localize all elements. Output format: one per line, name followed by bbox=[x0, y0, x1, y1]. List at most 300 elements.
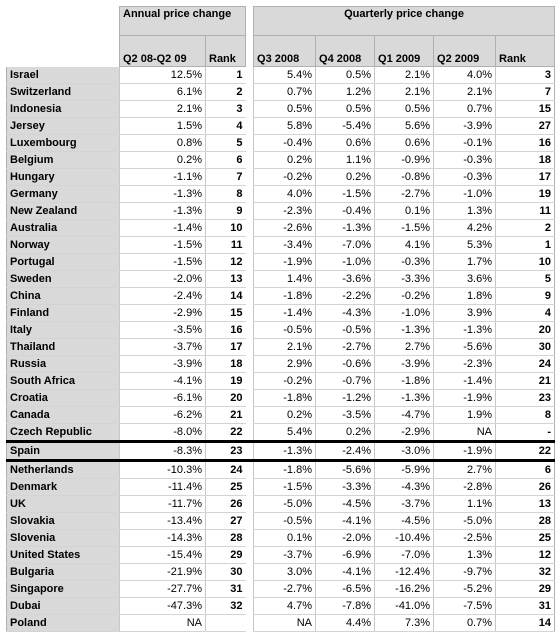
column-gap bbox=[246, 254, 254, 271]
table-row bbox=[7, 169, 555, 186]
annual-change-cell: 1.5% bbox=[120, 118, 206, 135]
column-gap bbox=[246, 186, 254, 203]
annual-change-cell: -47.3% bbox=[120, 598, 206, 615]
header-blank bbox=[7, 7, 120, 36]
annual-rank-cell: 20 bbox=[206, 390, 246, 407]
table-row bbox=[7, 305, 555, 322]
table-row bbox=[7, 220, 555, 237]
header-blank bbox=[7, 36, 120, 67]
quarterly-rank-cell: 23 bbox=[496, 390, 555, 407]
q4-2008-cell: -1.0% bbox=[316, 254, 375, 271]
q3-2008-cell: -1.8% bbox=[254, 461, 316, 479]
q3-2008-cell: -0.2% bbox=[254, 373, 316, 390]
country-cell: Singapore bbox=[7, 581, 120, 598]
annual-change-cell: -1.5% bbox=[120, 254, 206, 271]
q3-2008-cell: -0.5% bbox=[254, 322, 316, 339]
country-cell: Belgium bbox=[7, 152, 120, 169]
annual-change-cell: -1.3% bbox=[120, 203, 206, 220]
annual-change-cell: -11.4% bbox=[120, 479, 206, 496]
q1-2009-cell: -1.5% bbox=[375, 220, 434, 237]
q4-2008-header: Q4 2008 bbox=[316, 36, 375, 67]
table-row bbox=[7, 84, 555, 101]
q3-2008-cell: -3.4% bbox=[254, 237, 316, 254]
column-gap bbox=[246, 135, 254, 152]
q1-2009-cell: -1.3% bbox=[375, 322, 434, 339]
q3-2008-cell: -0.4% bbox=[254, 135, 316, 152]
q1-2009-cell: -0.2% bbox=[375, 288, 434, 305]
annual-change-cell: -8.0% bbox=[120, 424, 206, 442]
column-gap bbox=[246, 237, 254, 254]
q3-2008-cell: -1.8% bbox=[254, 288, 316, 305]
annual-change-cell: -2.0% bbox=[120, 271, 206, 288]
q4-2008-cell: -0.5% bbox=[316, 322, 375, 339]
q2-2009-cell: -5.0% bbox=[434, 513, 496, 530]
q2-2009-cell: 1.7% bbox=[434, 254, 496, 271]
table-row bbox=[7, 254, 555, 271]
country-cell: Denmark bbox=[7, 479, 120, 496]
q2-2009-cell: -0.3% bbox=[434, 152, 496, 169]
column-gap bbox=[246, 152, 254, 169]
q2-2009-cell: -1.4% bbox=[434, 373, 496, 390]
q4-2008-cell: -2.2% bbox=[316, 288, 375, 305]
q4-2008-cell: 0.2% bbox=[316, 424, 375, 442]
quarterly-rank-cell: 9 bbox=[496, 288, 555, 305]
q1-2009-cell: 2.1% bbox=[375, 67, 434, 84]
q3-2008-cell: -1.9% bbox=[254, 254, 316, 271]
annual-period-header: Q2 08-Q2 09 bbox=[120, 36, 206, 67]
quarterly-rank-cell: 28 bbox=[496, 513, 555, 530]
annual-change-cell: -1.5% bbox=[120, 237, 206, 254]
table-row bbox=[7, 152, 555, 169]
q3-2008-cell: 2.9% bbox=[254, 356, 316, 373]
country-cell: Netherlands bbox=[7, 461, 120, 479]
annual-rank-cell: 3 bbox=[206, 101, 246, 118]
quarterly-rank-cell: 5 bbox=[496, 271, 555, 288]
q1-2009-cell: -7.0% bbox=[375, 547, 434, 564]
annual-rank-cell: 26 bbox=[206, 496, 246, 513]
annual-rank-cell: 28 bbox=[206, 530, 246, 547]
q4-2008-cell: -0.6% bbox=[316, 356, 375, 373]
annual-rank-cell: 13 bbox=[206, 271, 246, 288]
annual-change-cell: -14.3% bbox=[120, 530, 206, 547]
column-gap bbox=[246, 615, 254, 632]
annual-change-cell: 0.8% bbox=[120, 135, 206, 152]
q2-2009-header: Q2 2009 bbox=[434, 36, 496, 67]
q1-2009-cell: -0.9% bbox=[375, 152, 434, 169]
table-row bbox=[7, 339, 555, 356]
quarterly-rank-cell: 6 bbox=[496, 461, 555, 479]
annual-rank-cell: 5 bbox=[206, 135, 246, 152]
q1-2009-cell: -1.3% bbox=[375, 390, 434, 407]
q3-2008-cell: 4.7% bbox=[254, 598, 316, 615]
q1-2009-cell: -0.3% bbox=[375, 254, 434, 271]
annual-change-cell: -21.9% bbox=[120, 564, 206, 581]
annual-change-cell: 6.1% bbox=[120, 84, 206, 101]
column-gap bbox=[246, 479, 254, 496]
country-cell: Dubai bbox=[7, 598, 120, 615]
annual-change-cell: -10.3% bbox=[120, 461, 206, 479]
table-row bbox=[7, 442, 555, 461]
table-row bbox=[7, 479, 555, 496]
header-column-row bbox=[7, 36, 555, 67]
annual-rank-cell bbox=[206, 615, 246, 632]
q3-2008-cell: 0.2% bbox=[254, 407, 316, 424]
q2-2009-cell: -1.0% bbox=[434, 186, 496, 203]
q2-2009-cell: NA bbox=[434, 424, 496, 442]
annual-change-cell: -2.4% bbox=[120, 288, 206, 305]
table-row bbox=[7, 615, 555, 632]
column-gap bbox=[246, 169, 254, 186]
column-gap bbox=[246, 203, 254, 220]
q4-2008-cell: -1.5% bbox=[316, 186, 375, 203]
country-cell: United States bbox=[7, 547, 120, 564]
q1-2009-cell: 0.1% bbox=[375, 203, 434, 220]
annual-rank-cell: 8 bbox=[206, 186, 246, 203]
column-gap bbox=[246, 84, 254, 101]
column-gap bbox=[246, 67, 254, 84]
country-cell: Luxembourg bbox=[7, 135, 120, 152]
q1-2009-cell: 2.7% bbox=[375, 339, 434, 356]
annual-change-cell: -13.4% bbox=[120, 513, 206, 530]
house-price-table bbox=[6, 6, 555, 632]
country-cell: Poland bbox=[7, 615, 120, 632]
q4-2008-cell: -5.4% bbox=[316, 118, 375, 135]
q3-2008-header: Q3 2008 bbox=[254, 36, 316, 67]
country-cell: Finland bbox=[7, 305, 120, 322]
country-cell: Russia bbox=[7, 356, 120, 373]
q1-2009-cell: -3.9% bbox=[375, 356, 434, 373]
annual-rank-cell: 4 bbox=[206, 118, 246, 135]
q3-2008-cell: 0.7% bbox=[254, 84, 316, 101]
annual-change-cell: -8.3% bbox=[120, 442, 206, 461]
q2-2009-cell: 3.9% bbox=[434, 305, 496, 322]
quarterly-rank-cell: 17 bbox=[496, 169, 555, 186]
q3-2008-cell: 4.0% bbox=[254, 186, 316, 203]
country-cell: Czech Republic bbox=[7, 424, 120, 442]
country-cell: Thailand bbox=[7, 339, 120, 356]
annual-change-cell: -1.1% bbox=[120, 169, 206, 186]
table-row bbox=[7, 186, 555, 203]
q1-2009-cell: -10.4% bbox=[375, 530, 434, 547]
annual-rank-cell: 27 bbox=[206, 513, 246, 530]
q4-2008-cell: 0.6% bbox=[316, 135, 375, 152]
q3-2008-cell: -1.3% bbox=[254, 442, 316, 461]
q4-2008-cell: -4.1% bbox=[316, 564, 375, 581]
header-group-row bbox=[7, 7, 555, 36]
annual-change-cell: 12.5% bbox=[120, 67, 206, 84]
annual-change-cell: -1.4% bbox=[120, 220, 206, 237]
country-cell: Jersey bbox=[7, 118, 120, 135]
q1-2009-cell: -3.0% bbox=[375, 442, 434, 461]
table-row bbox=[7, 407, 555, 424]
column-gap bbox=[246, 442, 254, 461]
column-gap bbox=[246, 407, 254, 424]
q1-2009-cell: -12.4% bbox=[375, 564, 434, 581]
annual-change-cell: -1.3% bbox=[120, 186, 206, 203]
country-cell: Slovakia bbox=[7, 513, 120, 530]
q1-2009-cell: -4.3% bbox=[375, 479, 434, 496]
annual-change-cell: 2.1% bbox=[120, 101, 206, 118]
country-cell: Germany bbox=[7, 186, 120, 203]
quarterly-group-header: Quarterly price change bbox=[254, 7, 555, 36]
q2-2009-cell: -2.8% bbox=[434, 479, 496, 496]
q3-2008-cell: -0.2% bbox=[254, 169, 316, 186]
quarterly-rank-cell: 29 bbox=[496, 581, 555, 598]
q3-2008-cell: -2.3% bbox=[254, 203, 316, 220]
q1-2009-cell: 2.1% bbox=[375, 84, 434, 101]
table-row bbox=[7, 237, 555, 254]
column-gap bbox=[246, 530, 254, 547]
q3-2008-cell: -0.5% bbox=[254, 513, 316, 530]
column-gap bbox=[246, 339, 254, 356]
annual-rank-cell: 12 bbox=[206, 254, 246, 271]
q4-2008-cell: 0.2% bbox=[316, 169, 375, 186]
q2-2009-cell: -3.9% bbox=[434, 118, 496, 135]
country-cell: New Zealand bbox=[7, 203, 120, 220]
q3-2008-cell: -1.4% bbox=[254, 305, 316, 322]
column-gap bbox=[246, 220, 254, 237]
q4-2008-cell: -4.3% bbox=[316, 305, 375, 322]
q2-2009-cell: 1.3% bbox=[434, 547, 496, 564]
q1-2009-cell: 0.6% bbox=[375, 135, 434, 152]
annual-rank-cell: 17 bbox=[206, 339, 246, 356]
column-gap bbox=[246, 7, 254, 36]
q3-2008-cell: 0.1% bbox=[254, 530, 316, 547]
annual-rank-cell: 22 bbox=[206, 424, 246, 442]
q4-2008-cell: -4.5% bbox=[316, 496, 375, 513]
annual-change-cell: NA bbox=[120, 615, 206, 632]
q1-2009-cell: -0.8% bbox=[375, 169, 434, 186]
table-row bbox=[7, 581, 555, 598]
q3-2008-cell: NA bbox=[254, 615, 316, 632]
annual-rank-cell: 31 bbox=[206, 581, 246, 598]
q1-2009-cell: -41.0% bbox=[375, 598, 434, 615]
column-gap bbox=[246, 288, 254, 305]
country-cell: Hungary bbox=[7, 169, 120, 186]
table-body bbox=[7, 67, 555, 632]
q3-2008-cell: -2.6% bbox=[254, 220, 316, 237]
q1-2009-cell: 0.5% bbox=[375, 101, 434, 118]
q1-2009-cell: 5.6% bbox=[375, 118, 434, 135]
q3-2008-cell: 5.4% bbox=[254, 67, 316, 84]
q4-2008-cell: -3.6% bbox=[316, 271, 375, 288]
table-row bbox=[7, 118, 555, 135]
q3-2008-cell: 1.4% bbox=[254, 271, 316, 288]
quarterly-rank-cell: 13 bbox=[496, 496, 555, 513]
annual-rank-cell: 10 bbox=[206, 220, 246, 237]
annual-rank-cell: 23 bbox=[206, 442, 246, 461]
q2-2009-cell: -1.9% bbox=[434, 442, 496, 461]
annual-change-cell: -6.1% bbox=[120, 390, 206, 407]
annual-rank-header: Rank bbox=[206, 36, 246, 67]
quarterly-rank-cell: 12 bbox=[496, 547, 555, 564]
q2-2009-cell: -0.3% bbox=[434, 169, 496, 186]
q4-2008-cell: -3.3% bbox=[316, 479, 375, 496]
table-row bbox=[7, 513, 555, 530]
q4-2008-cell: -2.7% bbox=[316, 339, 375, 356]
q1-2009-cell: -1.0% bbox=[375, 305, 434, 322]
q4-2008-cell: -7.8% bbox=[316, 598, 375, 615]
table-row bbox=[7, 390, 555, 407]
annual-rank-cell: 18 bbox=[206, 356, 246, 373]
q2-2009-cell: 1.9% bbox=[434, 407, 496, 424]
column-gap bbox=[246, 305, 254, 322]
annual-change-cell: -3.7% bbox=[120, 339, 206, 356]
q4-2008-cell: -6.9% bbox=[316, 547, 375, 564]
annual-change-cell: -11.7% bbox=[120, 496, 206, 513]
q4-2008-cell: 0.5% bbox=[316, 67, 375, 84]
quarterly-rank-cell: 2 bbox=[496, 220, 555, 237]
column-gap bbox=[246, 356, 254, 373]
country-cell: Australia bbox=[7, 220, 120, 237]
quarterly-rank-cell: 27 bbox=[496, 118, 555, 135]
q3-2008-cell: -3.7% bbox=[254, 547, 316, 564]
annual-rank-cell: 21 bbox=[206, 407, 246, 424]
quarterly-rank-cell: 26 bbox=[496, 479, 555, 496]
annual-rank-cell: 2 bbox=[206, 84, 246, 101]
quarterly-rank-cell: 22 bbox=[496, 442, 555, 461]
annual-change-cell: -6.2% bbox=[120, 407, 206, 424]
table-row bbox=[7, 373, 555, 390]
table-row bbox=[7, 101, 555, 118]
q4-2008-cell: -0.4% bbox=[316, 203, 375, 220]
q1-2009-cell: -4.7% bbox=[375, 407, 434, 424]
quarterly-rank-cell: 30 bbox=[496, 339, 555, 356]
q3-2008-cell: 3.0% bbox=[254, 564, 316, 581]
q3-2008-cell: 0.5% bbox=[254, 101, 316, 118]
q2-2009-cell: 4.2% bbox=[434, 220, 496, 237]
quarterly-rank-cell: 7 bbox=[496, 84, 555, 101]
q2-2009-cell: -1.9% bbox=[434, 390, 496, 407]
q2-2009-cell: 1.1% bbox=[434, 496, 496, 513]
q2-2009-cell: -7.5% bbox=[434, 598, 496, 615]
annual-rank-cell: 19 bbox=[206, 373, 246, 390]
annual-rank-cell: 25 bbox=[206, 479, 246, 496]
q2-2009-cell: -2.3% bbox=[434, 356, 496, 373]
table-row bbox=[7, 356, 555, 373]
country-cell: South Africa bbox=[7, 373, 120, 390]
q4-2008-cell: -1.2% bbox=[316, 390, 375, 407]
q1-2009-cell: 4.1% bbox=[375, 237, 434, 254]
quarterly-rank-cell: 14 bbox=[496, 615, 555, 632]
country-cell: Norway bbox=[7, 237, 120, 254]
q4-2008-cell: -3.5% bbox=[316, 407, 375, 424]
quarterly-rank-cell: 16 bbox=[496, 135, 555, 152]
column-gap bbox=[246, 581, 254, 598]
quarterly-rank-cell: 10 bbox=[496, 254, 555, 271]
country-cell: Croatia bbox=[7, 390, 120, 407]
column-gap bbox=[246, 322, 254, 339]
q2-2009-cell: 2.7% bbox=[434, 461, 496, 479]
q1-2009-cell: 7.3% bbox=[375, 615, 434, 632]
annual-change-cell: -3.9% bbox=[120, 356, 206, 373]
column-gap bbox=[246, 513, 254, 530]
annual-rank-cell: 6 bbox=[206, 152, 246, 169]
q3-2008-cell: 5.4% bbox=[254, 424, 316, 442]
annual-rank-cell: 11 bbox=[206, 237, 246, 254]
q2-2009-cell: 0.7% bbox=[434, 615, 496, 632]
table-row bbox=[7, 530, 555, 547]
country-cell: Canada bbox=[7, 407, 120, 424]
q4-2008-cell: -1.3% bbox=[316, 220, 375, 237]
q3-2008-cell: 5.8% bbox=[254, 118, 316, 135]
q4-2008-cell: -2.0% bbox=[316, 530, 375, 547]
country-cell: Switzerland bbox=[7, 84, 120, 101]
q2-2009-cell: 4.0% bbox=[434, 67, 496, 84]
q1-2009-header: Q1 2009 bbox=[375, 36, 434, 67]
column-gap bbox=[246, 271, 254, 288]
q4-2008-cell: 1.1% bbox=[316, 152, 375, 169]
country-cell: Spain bbox=[7, 442, 120, 461]
q2-2009-cell: 1.3% bbox=[434, 203, 496, 220]
q1-2009-cell: -5.9% bbox=[375, 461, 434, 479]
quarterly-rank-cell: 11 bbox=[496, 203, 555, 220]
column-gap bbox=[246, 564, 254, 581]
column-gap bbox=[246, 461, 254, 479]
quarterly-rank-cell: 19 bbox=[496, 186, 555, 203]
country-cell: Indonesia bbox=[7, 101, 120, 118]
quarterly-rank-cell: 1 bbox=[496, 237, 555, 254]
q4-2008-cell: -6.5% bbox=[316, 581, 375, 598]
q1-2009-cell: -1.8% bbox=[375, 373, 434, 390]
q2-2009-cell: 3.6% bbox=[434, 271, 496, 288]
q2-2009-cell: -5.2% bbox=[434, 581, 496, 598]
quarterly-rank-cell: 3 bbox=[496, 67, 555, 84]
column-gap bbox=[246, 390, 254, 407]
column-gap bbox=[246, 547, 254, 564]
annual-rank-cell: 7 bbox=[206, 169, 246, 186]
q4-2008-cell: -4.1% bbox=[316, 513, 375, 530]
q2-2009-cell: 1.8% bbox=[434, 288, 496, 305]
q3-2008-cell: 0.2% bbox=[254, 152, 316, 169]
annual-rank-cell: 16 bbox=[206, 322, 246, 339]
q3-2008-cell: -1.5% bbox=[254, 479, 316, 496]
q4-2008-cell: -0.7% bbox=[316, 373, 375, 390]
column-gap bbox=[246, 424, 254, 442]
country-cell: Bulgaria bbox=[7, 564, 120, 581]
q1-2009-cell: -4.5% bbox=[375, 513, 434, 530]
annual-rank-cell: 29 bbox=[206, 547, 246, 564]
quarterly-rank-cell: 20 bbox=[496, 322, 555, 339]
q4-2008-cell: -5.6% bbox=[316, 461, 375, 479]
annual-rank-cell: 32 bbox=[206, 598, 246, 615]
q3-2008-cell: -5.0% bbox=[254, 496, 316, 513]
q4-2008-cell: -2.4% bbox=[316, 442, 375, 461]
annual-rank-cell: 9 bbox=[206, 203, 246, 220]
q4-2008-cell: 1.2% bbox=[316, 84, 375, 101]
q2-2009-cell: -5.6% bbox=[434, 339, 496, 356]
table-row bbox=[7, 547, 555, 564]
q4-2008-cell: 4.4% bbox=[316, 615, 375, 632]
country-cell: Italy bbox=[7, 322, 120, 339]
column-gap bbox=[246, 598, 254, 615]
table-row bbox=[7, 322, 555, 339]
annual-rank-cell: 1 bbox=[206, 67, 246, 84]
q2-2009-cell: 0.7% bbox=[434, 101, 496, 118]
quarterly-rank-header: Rank bbox=[496, 36, 555, 67]
quarterly-rank-cell: 15 bbox=[496, 101, 555, 118]
quarterly-rank-cell: 32 bbox=[496, 564, 555, 581]
country-cell: China bbox=[7, 288, 120, 305]
annual-rank-cell: 15 bbox=[206, 305, 246, 322]
q1-2009-cell: -3.7% bbox=[375, 496, 434, 513]
column-gap bbox=[246, 118, 254, 135]
country-cell: Portugal bbox=[7, 254, 120, 271]
annual-change-cell: -27.7% bbox=[120, 581, 206, 598]
quarterly-rank-cell: 25 bbox=[496, 530, 555, 547]
annual-change-cell: -3.5% bbox=[120, 322, 206, 339]
q3-2008-cell: -1.8% bbox=[254, 390, 316, 407]
